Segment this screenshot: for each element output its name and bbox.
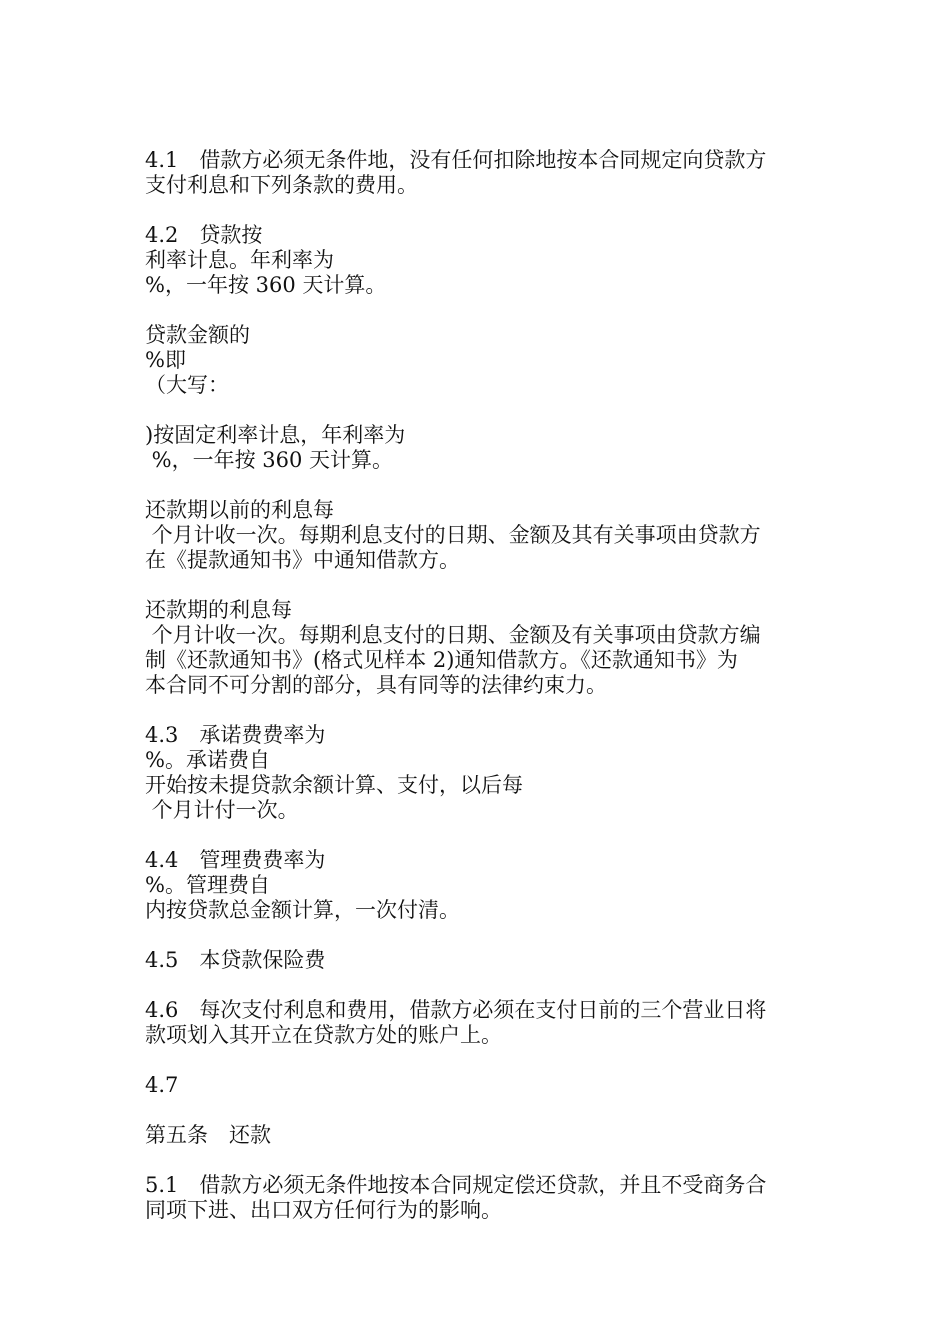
- text-line: %，一年按 360 天计算。: [145, 273, 387, 297]
- text-line: 利率计息。年利率为: [145, 248, 334, 272]
- text-line: )按固定利率计息，年利率为: [145, 423, 406, 447]
- text-line: 个月计付一次。: [145, 798, 299, 822]
- blank-line: [145, 923, 825, 948]
- text-line: %。管理费自: [145, 873, 270, 897]
- text-line: %，一年按 360 天计算。: [145, 448, 394, 472]
- text-line: 4.1 借款方必须无条件地，没有任何扣除地按本合同规定向贷款方: [145, 148, 767, 172]
- text-line: 内按贷款总金额计算，一次付清。: [145, 898, 460, 922]
- text-line: 开始按未提贷款余额计算、支付，以后每: [145, 773, 523, 797]
- text-line: 5.1 借款方必须无条件地按本合同规定偿还贷款，并且不受商务合: [145, 1173, 767, 1197]
- text-line: 制《还款通知书》(格式见样本 2)通知借款方。《还款通知书》为: [145, 648, 738, 672]
- text-line: %。承诺费自: [145, 748, 270, 772]
- text-line: 4.2 贷款按: [145, 223, 263, 247]
- text-line: 贷款金额的: [145, 323, 250, 347]
- text-line: 4.6 每次支付利息和费用，借款方必须在支付日前的三个营业日将: [145, 998, 767, 1022]
- text-line: 4.3 承诺费费率为: [145, 723, 326, 747]
- blank-line: [145, 398, 825, 423]
- blank-line: [145, 1148, 825, 1173]
- text-line: 4.5 本贷款保险费: [145, 948, 326, 972]
- text-line: 4.7: [145, 1073, 179, 1097]
- text-line: 款项划入其开立在贷款方处的账户上。: [145, 1023, 502, 1047]
- text-line: 4.4 管理费费率为: [145, 848, 326, 872]
- blank-line: [145, 198, 825, 223]
- text-line: 还款期的利息每: [145, 598, 292, 622]
- text-line: （大写：: [145, 373, 229, 397]
- text-line: 个月计收一次。每期利息支付的日期、金额及有关事项由贷款方编: [145, 623, 761, 647]
- text-line: 第五条 还款: [145, 1123, 271, 1147]
- blank-line: [145, 1098, 825, 1123]
- blank-line: [145, 573, 825, 598]
- text-line: 在《提款通知书》中通知借款方。: [145, 548, 460, 572]
- blank-line: [145, 973, 825, 998]
- blank-line: [145, 698, 825, 723]
- blank-line: [145, 473, 825, 498]
- document-body: [145, 148, 825, 1223]
- text-line: 还款期以前的利息每: [145, 498, 334, 522]
- blank-line: [145, 823, 825, 848]
- blank-line: [145, 1048, 825, 1073]
- text-line: 同项下进、出口双方任何行为的影响。: [145, 1198, 502, 1222]
- blank-line: [145, 298, 825, 323]
- text-line: 支付利息和下列条款的费用。: [145, 173, 418, 197]
- text-line: %即: [145, 348, 186, 372]
- text-line: 本合同不可分割的部分，具有同等的法律约束力。: [145, 673, 607, 697]
- text-line: 个月计收一次。每期利息支付的日期、金额及其有关事项由贷款方: [145, 523, 761, 547]
